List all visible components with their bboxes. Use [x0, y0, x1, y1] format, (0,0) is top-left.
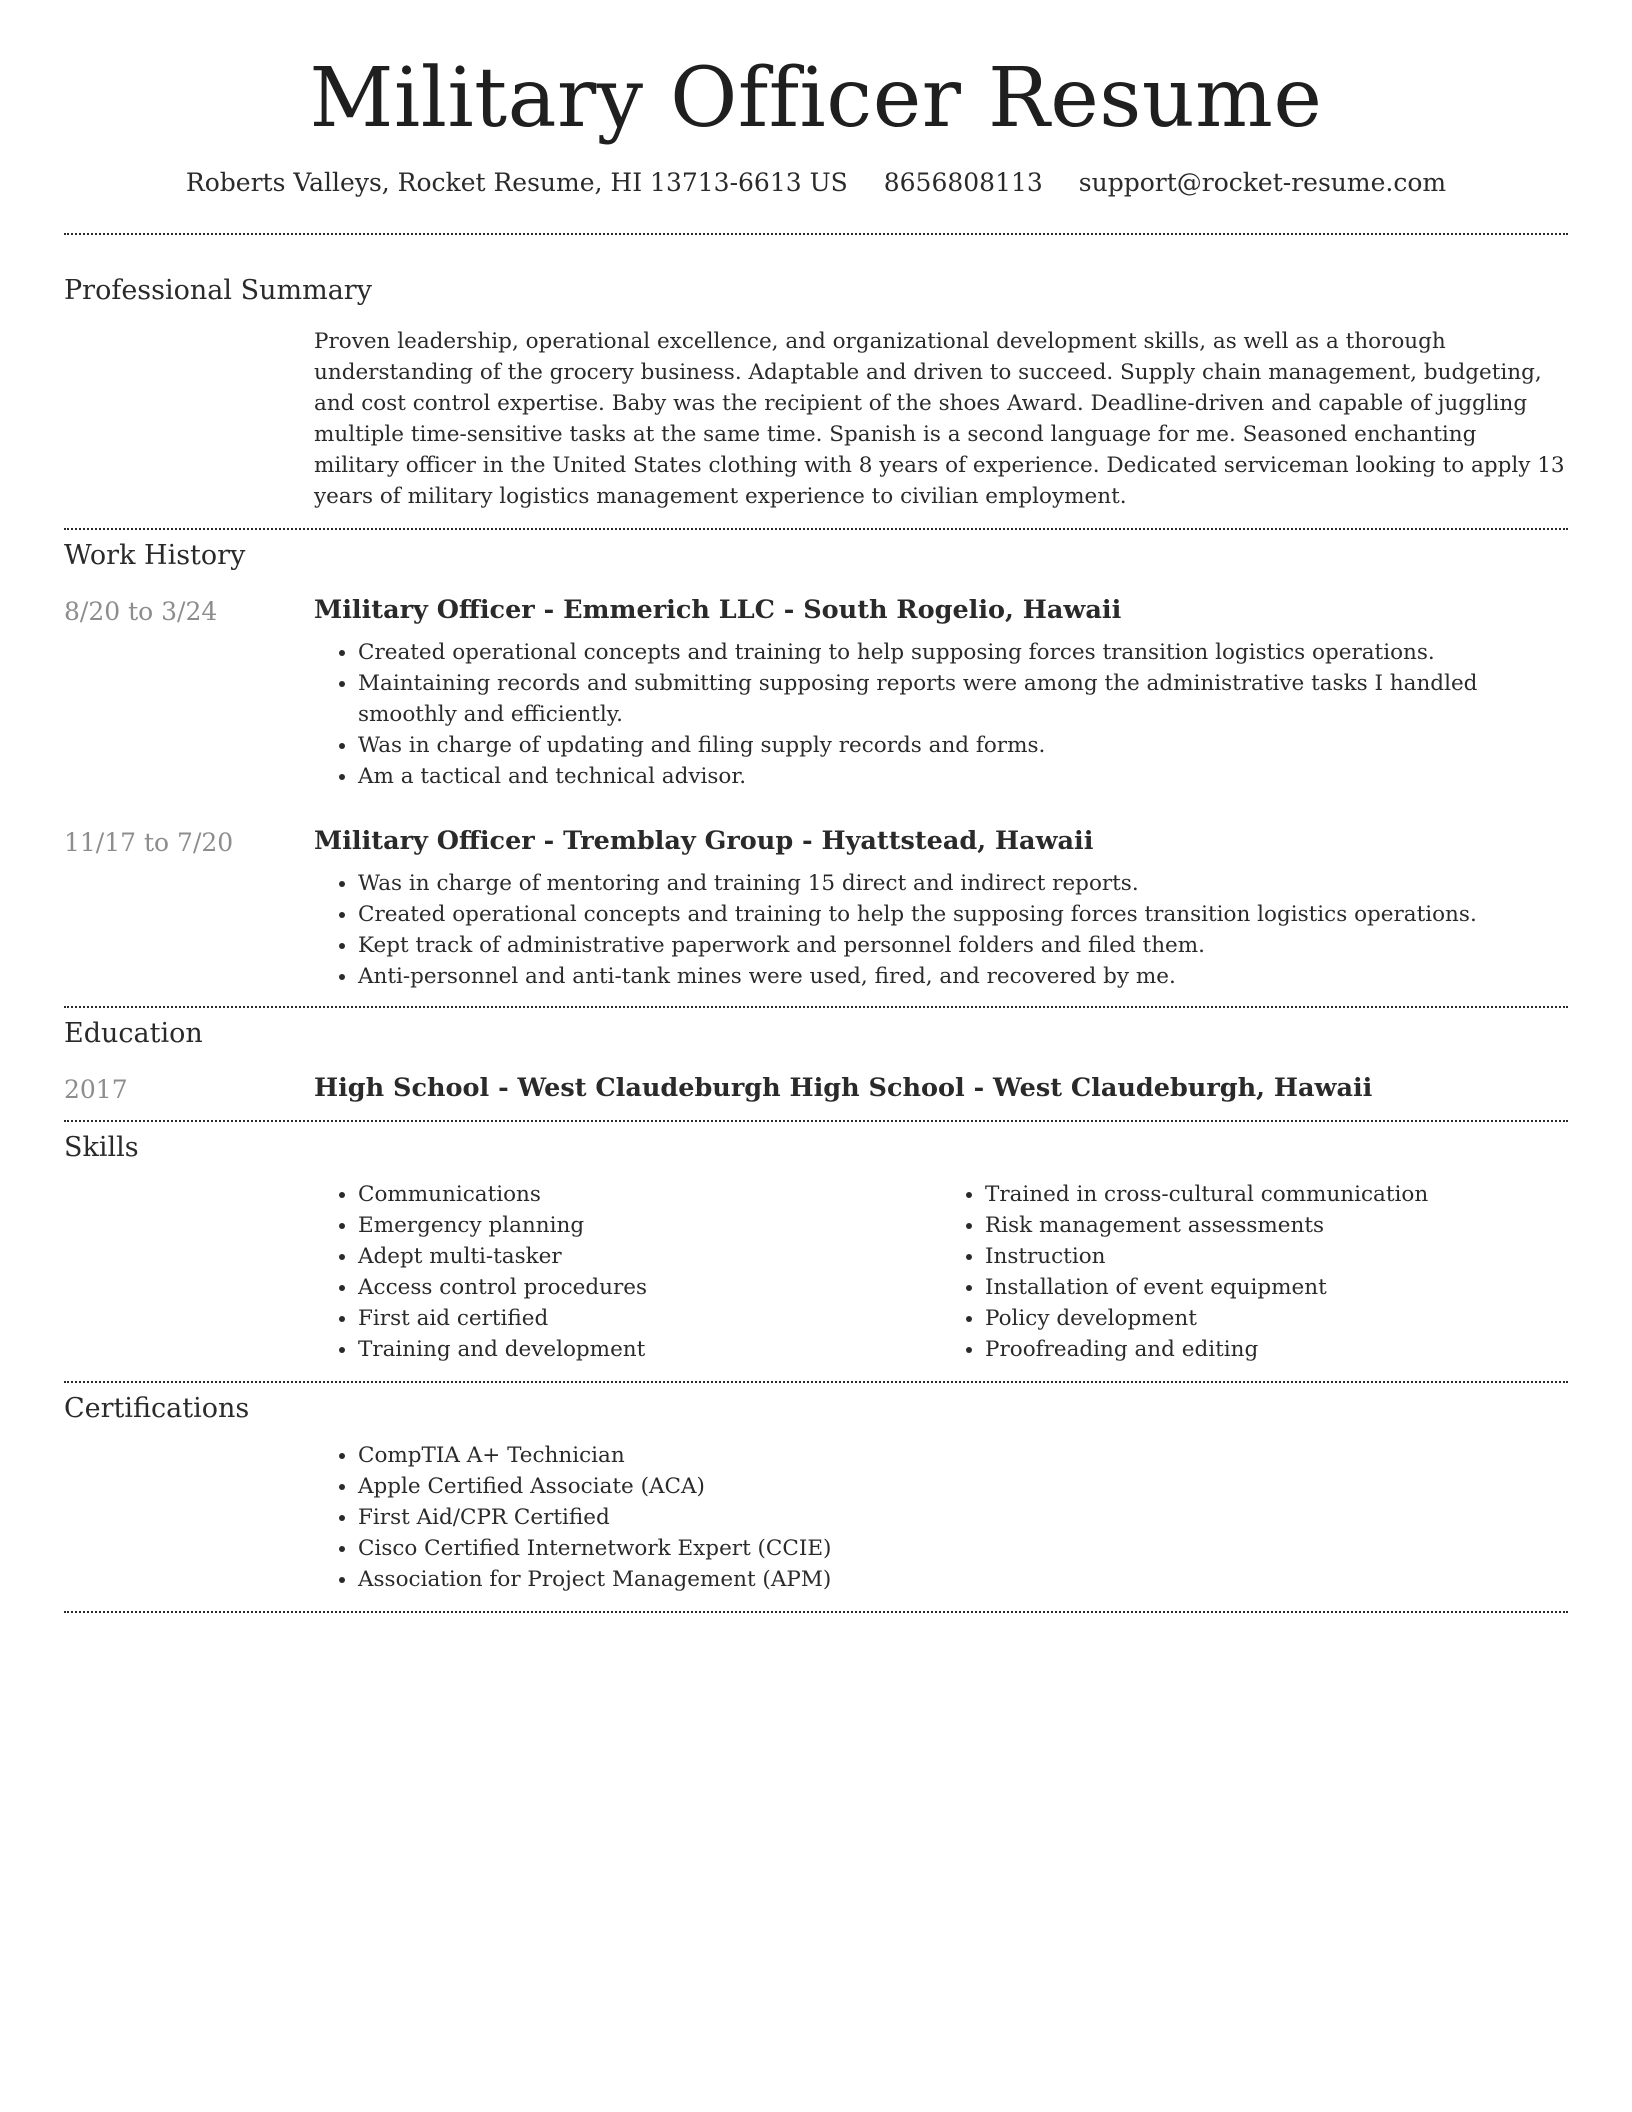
job-bullets: [314, 637, 1568, 792]
section-divider: [64, 1120, 1568, 1122]
work-heading: Work History: [64, 540, 246, 572]
contact-line: [64, 168, 1568, 197]
summary-heading: Professional Summary: [64, 275, 372, 307]
certifications-heading: Certifications: [64, 1393, 250, 1425]
list-item: • Kept track of administrative paperwork and personnel folders and filed them.: [358, 930, 1568, 961]
job-entry: [64, 595, 1568, 792]
list-item: • Adept multi-tasker: [358, 1241, 941, 1272]
education-title: High School - West Claudeburgh High School - West Claudeburgh, Hawaii: [314, 1073, 1373, 1104]
contact-phone: 8656808113: [883, 168, 1043, 198]
skills-list-left: [314, 1179, 941, 1365]
job-title: Military Officer - Emmerich LLC - South Rogelio, Hawaii: [314, 595, 1122, 626]
education-heading: Education: [64, 1018, 203, 1050]
skills-list-right: [941, 1179, 1568, 1365]
contact-email: support@rocket-resume.com: [1078, 168, 1447, 198]
list-item: • Communications: [358, 1179, 941, 1210]
certifications-list: [314, 1440, 1568, 1595]
list-item: • CompTIA A+ Technician: [358, 1440, 1568, 1471]
list-item: • Association for Project Management (APM): [358, 1564, 1568, 1595]
job-entry: [64, 826, 1568, 992]
section-divider: [64, 1611, 1568, 1613]
job-dates: 8/20 to 3/24: [64, 597, 218, 627]
contact-address: Roberts Valleys, Rocket Resume, HI 13713-6613 US: [185, 168, 848, 198]
list-item: • Created operational concepts and training to help supposing forces transition logistics operations.: [358, 637, 1568, 668]
education-entry: [64, 1073, 1568, 1104]
list-item: • Created operational concepts and training to help the supposing forces transition logistics operations.: [358, 899, 1568, 930]
list-item: • Policy development: [985, 1303, 1568, 1334]
section-divider: [64, 1006, 1568, 1008]
job-bullets: [314, 868, 1568, 992]
list-item: • Proofreading and editing: [985, 1334, 1568, 1365]
list-item: • Installation of event equipment: [985, 1272, 1568, 1303]
list-item: • Emergency planning: [358, 1210, 941, 1241]
list-item: • Maintaining records and submitting supposing reports were among the administrative tasks I handled smoothly and efficiently.: [358, 668, 1568, 730]
job-title: Military Officer - Tremblay Group - Hyattstead, Hawaii: [314, 826, 1094, 857]
education-year: 2017: [64, 1075, 128, 1105]
section-divider: [64, 1381, 1568, 1383]
list-item: • Trained in cross-cultural communication: [985, 1179, 1568, 1210]
list-item: • Risk management assessments: [985, 1210, 1568, 1241]
list-item: • Apple Certified Associate (ACA): [358, 1471, 1568, 1502]
list-item: • Cisco Certified Internetwork Expert (CCIE): [358, 1533, 1568, 1564]
resume-title: Military Officer Resume: [309, 51, 1323, 146]
list-item: • Was in charge of mentoring and training 15 direct and indirect reports.: [358, 868, 1568, 899]
summary-text: Proven leadership, operational excellence, and organizational development skills, as well as a thorough understanding of the grocery business. Adaptable and driven to succeed. Supply chain management, budgeting, and cost control expertise. Baby was the recipient of the shoes Award. Deadline-driven and capable of juggling multiple time-sensitive tasks at the same time. Spanish is a second language for me. Seasoned enchanting military officer in the United States clothing with 8 years of experience. Dedicated serviceman looking to apply 13 years of military logistics management experience to civilian employment.: [314, 329, 1565, 510]
skills-heading: Skills: [64, 1132, 139, 1164]
list-item: • Instruction: [985, 1241, 1568, 1272]
list-item: • Was in charge of updating and filing supply records and forms.: [358, 730, 1568, 761]
list-item: • First aid certified: [358, 1303, 941, 1334]
list-item: • Access control procedures: [358, 1272, 941, 1303]
list-item: • Training and development: [358, 1334, 941, 1365]
section-divider: [64, 233, 1568, 235]
list-item: • Anti-personnel and anti-tank mines were used, fired, and recovered by me.: [358, 961, 1568, 992]
list-item: • First Aid/CPR Certified: [358, 1502, 1568, 1533]
job-dates: 11/17 to 7/20: [64, 828, 234, 858]
list-item: • Am a tactical and technical advisor.: [358, 761, 1568, 792]
section-divider: [64, 528, 1568, 530]
